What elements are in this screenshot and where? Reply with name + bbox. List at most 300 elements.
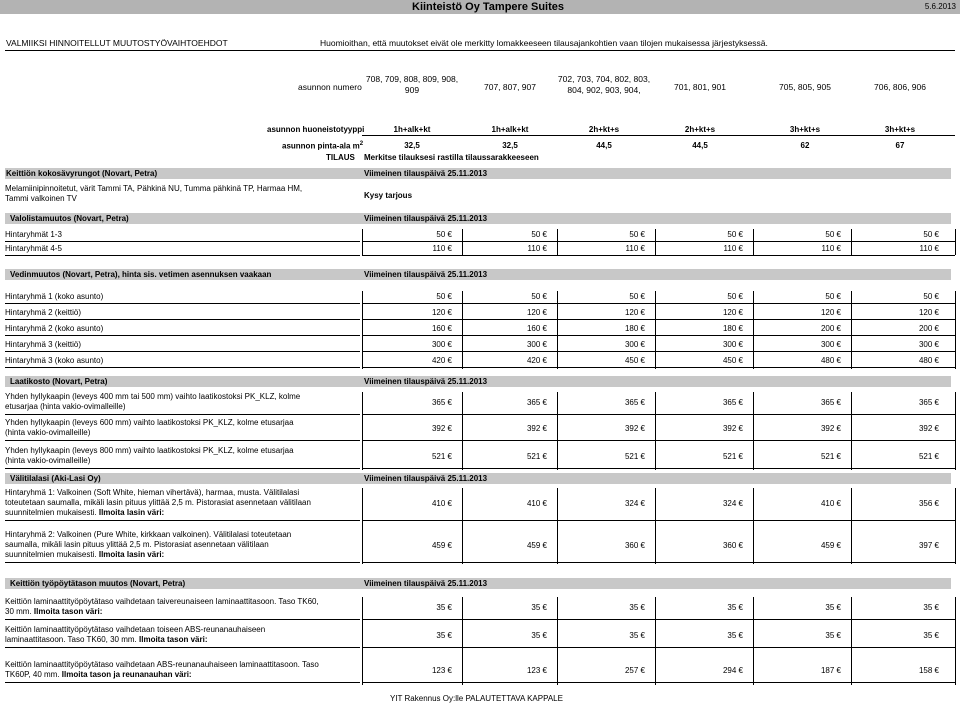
currency-symbol: € bbox=[738, 308, 743, 317]
banner-rule bbox=[5, 50, 955, 51]
row-rule bbox=[362, 520, 955, 521]
row-label bbox=[5, 488, 320, 518]
price-value: 459 bbox=[820, 541, 835, 550]
price-cell bbox=[673, 308, 743, 317]
order-checkbox[interactable] bbox=[941, 418, 950, 440]
row-label-text: Hintaryhmä 1: Valkoinen (Soft White, hieman vihertävä), harmaa, musta. Välitilalasi toteutetaan saumalla, mikäli lasin pituus ylittää 2,5 m. Pistorasiat asennetaan välitilaan suunnitelmien mukaisesti. bbox=[5, 488, 311, 517]
price-value: 110 bbox=[432, 244, 446, 253]
column-rule bbox=[462, 291, 463, 369]
row-rule bbox=[362, 351, 955, 352]
currency-symbol: € bbox=[447, 356, 452, 365]
currency-symbol: € bbox=[934, 424, 939, 433]
price-cell bbox=[382, 340, 452, 349]
currency-symbol: € bbox=[447, 324, 452, 333]
price-value: 521 bbox=[624, 452, 639, 461]
apartment-number-label: asunnon numero bbox=[298, 82, 362, 92]
apartment-type: 3h+kt+s bbox=[789, 125, 821, 134]
row-rule bbox=[5, 562, 360, 563]
order-checkbox[interactable] bbox=[941, 355, 950, 367]
price-cell bbox=[477, 292, 547, 301]
section-deadline: Viimeinen tilauspäivä 25.11.2013 bbox=[364, 270, 488, 279]
currency-symbol: € bbox=[447, 631, 452, 640]
currency-symbol: € bbox=[934, 230, 939, 239]
row-rule bbox=[362, 647, 955, 648]
price-cell bbox=[575, 541, 645, 550]
price-cell bbox=[477, 499, 547, 508]
section-deadline: Viimeinen tilauspäivä 25.11.2013 bbox=[364, 169, 488, 178]
price-cell bbox=[771, 424, 841, 433]
price-value: 450 bbox=[624, 356, 639, 365]
price-value: 35 bbox=[436, 603, 446, 612]
price-value: 521 bbox=[722, 452, 737, 461]
price-cell bbox=[382, 324, 452, 333]
price-value: 200 bbox=[820, 324, 835, 333]
order-label: TILAUS bbox=[326, 153, 355, 162]
price-cell bbox=[869, 292, 939, 301]
price-value: 50 bbox=[436, 292, 446, 301]
order-checkbox[interactable] bbox=[941, 339, 950, 351]
kokosavy-description: Melamiinipinnoitetut, värit Tammi TA, Pähkinä NU, Tumma pähkinä TP, Harmaa HM, Tammi valkoinen TV bbox=[5, 184, 303, 203]
column-rule bbox=[753, 392, 754, 470]
price-value: 365 bbox=[918, 398, 933, 407]
price-value: 365 bbox=[526, 398, 541, 407]
apartment-number-col: 702, 703, 704, 802, 803, 804, 902, 903, 904, bbox=[557, 74, 651, 95]
price-cell bbox=[575, 230, 645, 239]
price-value: 120 bbox=[722, 308, 737, 317]
price-cell bbox=[869, 603, 939, 612]
order-checkbox[interactable] bbox=[941, 291, 950, 303]
currency-symbol: € bbox=[934, 292, 939, 301]
section-title: Keittiön kokosävyrungot (Novart, Petra) bbox=[6, 169, 158, 178]
row-label-text: Hintaryhmä 2 (keittiö) bbox=[5, 308, 82, 317]
price-cell bbox=[673, 666, 743, 675]
currency-symbol: € bbox=[934, 398, 939, 407]
row-rule bbox=[362, 619, 955, 620]
currency-symbol: € bbox=[934, 499, 939, 508]
price-value: 110 bbox=[723, 244, 737, 253]
section-deadline: Viimeinen tilauspäivä 25.11.2013 bbox=[364, 377, 488, 386]
price-cell bbox=[869, 424, 939, 433]
section-title: Valolistamuutos (Novart, Petra) bbox=[10, 214, 129, 223]
price-cell bbox=[477, 424, 547, 433]
currency-symbol: € bbox=[738, 340, 743, 349]
price-cell bbox=[673, 324, 743, 333]
price-value: 120 bbox=[431, 308, 446, 317]
price-cell bbox=[382, 424, 452, 433]
column-rule bbox=[462, 392, 463, 470]
price-value: 35 bbox=[825, 631, 835, 640]
price-value: 392 bbox=[624, 424, 639, 433]
price-value: 35 bbox=[436, 631, 446, 640]
apartment-type: 2h+kt+s bbox=[588, 125, 620, 134]
price-cell bbox=[869, 356, 939, 365]
currency-symbol: € bbox=[738, 244, 743, 253]
price-value: 200 bbox=[918, 324, 933, 333]
price-value: 50 bbox=[825, 230, 835, 239]
price-cell bbox=[477, 244, 547, 253]
price-cell bbox=[382, 631, 452, 640]
currency-symbol: € bbox=[447, 499, 452, 508]
row-label-text: Hintaryhmät 1-3 bbox=[5, 230, 62, 239]
order-checkbox[interactable] bbox=[941, 307, 950, 319]
column-rule bbox=[462, 597, 463, 685]
order-checkbox[interactable] bbox=[941, 530, 950, 562]
order-checkbox[interactable] bbox=[941, 660, 950, 682]
row-label bbox=[5, 660, 323, 680]
price-cell bbox=[673, 603, 743, 612]
currency-symbol: € bbox=[640, 666, 645, 675]
currency-symbol: € bbox=[640, 499, 645, 508]
currency-symbol: € bbox=[640, 356, 645, 365]
price-cell bbox=[869, 308, 939, 317]
apartment-number-col: 706, 806, 906 bbox=[874, 82, 926, 92]
price-value: 459 bbox=[526, 541, 541, 550]
row-label-text: Keittiön laminaattityöpöytätaso vaihdetaan ABS-reunanauhaiseen laminaattitasoon. Taso TK60P, 40 mm. bbox=[5, 660, 319, 679]
row-label-emphasis: Ilmoita lasin väri: bbox=[98, 508, 165, 517]
price-value: 521 bbox=[431, 452, 446, 461]
price-value: 35 bbox=[629, 631, 639, 640]
row-label-text: Hintaryhmät 4-5 bbox=[5, 244, 62, 253]
order-checkbox[interactable] bbox=[941, 625, 950, 647]
price-cell bbox=[673, 541, 743, 550]
apartment-number-col: 707, 807, 907 bbox=[484, 82, 536, 92]
currency-symbol: € bbox=[738, 631, 743, 640]
price-cell bbox=[477, 398, 547, 407]
price-cell bbox=[382, 308, 452, 317]
apartment-number-col: 708, 709, 808, 809, 908, 909 bbox=[365, 74, 459, 95]
price-value: 120 bbox=[526, 308, 541, 317]
price-cell bbox=[477, 324, 547, 333]
row-label-emphasis: Ilmoita tason ja reunanauhan väri: bbox=[61, 670, 192, 679]
row-rule bbox=[5, 241, 360, 242]
document-title: Kiinteistö Oy Tampere Suites bbox=[412, 1, 565, 13]
row-rule bbox=[5, 647, 360, 648]
column-rule bbox=[955, 488, 956, 564]
price-cell bbox=[869, 452, 939, 461]
price-cell bbox=[771, 244, 841, 253]
row-rule bbox=[362, 255, 955, 256]
currency-symbol: € bbox=[447, 603, 452, 612]
currency-symbol: € bbox=[640, 452, 645, 461]
price-value: 50 bbox=[436, 230, 446, 239]
column-rule bbox=[753, 597, 754, 685]
price-cell bbox=[869, 230, 939, 239]
column-rule bbox=[655, 291, 656, 369]
apartment-type: 1h+alk+kt bbox=[491, 125, 529, 134]
price-value: 35 bbox=[923, 603, 933, 612]
currency-symbol: € bbox=[836, 603, 841, 612]
currency-symbol: € bbox=[640, 541, 645, 550]
price-value: 392 bbox=[526, 424, 541, 433]
price-value: 300 bbox=[820, 340, 835, 349]
currency-symbol: € bbox=[542, 424, 547, 433]
price-value: 110 bbox=[919, 244, 933, 253]
row-label bbox=[5, 340, 81, 349]
column-rule bbox=[955, 597, 956, 685]
price-cell bbox=[673, 398, 743, 407]
order-instruction: Merkitse tilauksesi rastilla tilaussarakkeeseen bbox=[364, 153, 539, 162]
price-cell bbox=[869, 541, 939, 550]
currency-symbol: € bbox=[640, 230, 645, 239]
apartment-area: 44,5 bbox=[692, 141, 708, 150]
price-value: 324 bbox=[624, 499, 639, 508]
price-value: 35 bbox=[923, 631, 933, 640]
price-cell bbox=[477, 541, 547, 550]
section-deadline: Viimeinen tilauspäivä 25.11.2013 bbox=[364, 579, 488, 588]
order-checkbox[interactable] bbox=[941, 323, 950, 335]
row-rule bbox=[362, 319, 955, 320]
currency-symbol: € bbox=[738, 452, 743, 461]
price-cell bbox=[382, 499, 452, 508]
price-value: 50 bbox=[531, 292, 541, 301]
price-value: 123 bbox=[431, 666, 446, 675]
currency-symbol: € bbox=[934, 244, 939, 253]
currency-symbol: € bbox=[738, 603, 743, 612]
price-cell bbox=[382, 398, 452, 407]
column-rule bbox=[655, 597, 656, 685]
currency-symbol: € bbox=[934, 356, 939, 365]
price-value: 521 bbox=[918, 452, 933, 461]
price-value: 158 bbox=[918, 666, 933, 675]
price-value: 324 bbox=[722, 499, 737, 508]
column-rule bbox=[851, 392, 852, 470]
currency-symbol: € bbox=[640, 308, 645, 317]
price-cell bbox=[382, 292, 452, 301]
column-rule bbox=[362, 597, 363, 685]
column-rule bbox=[955, 291, 956, 369]
price-cell bbox=[869, 499, 939, 508]
area-label-text: asunnon pinta-ala m bbox=[282, 141, 360, 151]
currency-symbol: € bbox=[542, 356, 547, 365]
row-rule bbox=[362, 682, 955, 683]
column-rule bbox=[955, 229, 956, 255]
price-cell bbox=[575, 499, 645, 508]
price-value: 160 bbox=[526, 324, 541, 333]
apartment-type: 3h+kt+s bbox=[884, 125, 916, 134]
currency-symbol: € bbox=[738, 230, 743, 239]
currency-symbol: € bbox=[640, 631, 645, 640]
currency-symbol: € bbox=[640, 398, 645, 407]
price-cell bbox=[575, 603, 645, 612]
price-value: 410 bbox=[431, 499, 446, 508]
currency-symbol: € bbox=[738, 541, 743, 550]
currency-symbol: € bbox=[447, 398, 452, 407]
row-label-text: Yhden hyllykaapin (leveys 800 mm) vaihto laatikostoksi PK_KLZ, kolme etusarjaa (hinta vakio-ovimalleille) bbox=[5, 446, 294, 465]
type-row-rule bbox=[362, 135, 955, 136]
price-cell bbox=[575, 666, 645, 675]
currency-symbol: € bbox=[836, 452, 841, 461]
price-value: 300 bbox=[624, 340, 639, 349]
price-cell bbox=[673, 499, 743, 508]
currency-symbol: € bbox=[738, 324, 743, 333]
currency-symbol: € bbox=[836, 499, 841, 508]
price-cell bbox=[575, 324, 645, 333]
currency-symbol: € bbox=[542, 603, 547, 612]
column-rule bbox=[362, 291, 363, 369]
apartment-number-col: 701, 801, 901 bbox=[674, 82, 726, 92]
apartment-type-label: asunnon huoneistotyyppi bbox=[267, 125, 365, 134]
column-rule bbox=[753, 488, 754, 564]
row-rule bbox=[362, 241, 955, 242]
price-value: 180 bbox=[624, 324, 639, 333]
row-rule bbox=[362, 303, 955, 304]
currency-symbol: € bbox=[542, 631, 547, 640]
price-value: 50 bbox=[923, 292, 933, 301]
area-label bbox=[282, 141, 363, 151]
price-value: 365 bbox=[820, 398, 835, 407]
currency-symbol: € bbox=[542, 244, 547, 253]
currency-symbol: € bbox=[836, 424, 841, 433]
currency-symbol: € bbox=[836, 308, 841, 317]
row-rule bbox=[5, 619, 360, 620]
price-cell bbox=[869, 244, 939, 253]
currency-symbol: € bbox=[738, 356, 743, 365]
price-value: 392 bbox=[918, 424, 933, 433]
price-value: 480 bbox=[918, 356, 933, 365]
column-rule bbox=[655, 488, 656, 564]
price-value: 257 bbox=[624, 666, 639, 675]
price-value: 365 bbox=[431, 398, 446, 407]
currency-symbol: € bbox=[447, 666, 452, 675]
price-value: 392 bbox=[820, 424, 835, 433]
row-rule bbox=[362, 562, 955, 563]
price-value: 300 bbox=[431, 340, 446, 349]
currency-symbol: € bbox=[542, 308, 547, 317]
currency-symbol: € bbox=[447, 292, 452, 301]
currency-symbol: € bbox=[934, 340, 939, 349]
order-checkbox[interactable] bbox=[941, 392, 950, 414]
currency-symbol: € bbox=[934, 541, 939, 550]
row-label-text: Hintaryhmä 2: Valkoinen (Pure White, kirkkaan valkoinen). Välitilalasi toteutetaan saumalla, mikäli lasin pituus ylittää 2,5 m. Pistorasiat asennetaan välitilaan suunnitelmien mukaisesti. bbox=[5, 530, 292, 559]
order-checkbox[interactable] bbox=[941, 243, 950, 255]
price-value: 360 bbox=[624, 541, 639, 550]
row-label-emphasis: Ilmoita lasin väri: bbox=[98, 550, 165, 559]
column-rule bbox=[851, 488, 852, 564]
price-value: 410 bbox=[526, 499, 541, 508]
row-label-text: Hintaryhmä 1 (koko asunto) bbox=[5, 292, 104, 301]
currency-symbol: € bbox=[447, 424, 452, 433]
order-checkbox[interactable] bbox=[941, 488, 950, 520]
currency-symbol: € bbox=[640, 244, 645, 253]
price-cell bbox=[575, 308, 645, 317]
currency-symbol: € bbox=[836, 324, 841, 333]
price-value: 50 bbox=[727, 292, 737, 301]
price-value: 120 bbox=[820, 308, 835, 317]
section-title: Välitilalasi (Aki-Lasi Oy) bbox=[10, 474, 101, 483]
row-label bbox=[5, 230, 62, 239]
price-cell bbox=[869, 631, 939, 640]
price-cell bbox=[575, 398, 645, 407]
row-rule bbox=[5, 468, 360, 469]
row-label-emphasis: Ilmoita tason väri: bbox=[33, 607, 103, 616]
price-cell bbox=[382, 452, 452, 461]
currency-symbol: € bbox=[738, 398, 743, 407]
price-cell bbox=[869, 324, 939, 333]
price-cell bbox=[477, 452, 547, 461]
apartment-area: 44,5 bbox=[596, 141, 612, 150]
currency-symbol: € bbox=[738, 292, 743, 301]
row-label bbox=[5, 418, 305, 438]
column-rule bbox=[557, 291, 558, 369]
price-cell bbox=[382, 356, 452, 365]
column-rule bbox=[557, 488, 558, 564]
apartment-area: 32,5 bbox=[502, 141, 518, 150]
currency-symbol: € bbox=[542, 340, 547, 349]
order-checkbox[interactable] bbox=[941, 446, 950, 468]
currency-symbol: € bbox=[447, 244, 452, 253]
price-value: 480 bbox=[820, 356, 835, 365]
area-label-sup: 2 bbox=[359, 141, 364, 147]
column-rule bbox=[557, 392, 558, 470]
currency-symbol: € bbox=[836, 631, 841, 640]
price-cell bbox=[673, 292, 743, 301]
currency-symbol: € bbox=[934, 603, 939, 612]
column-rule bbox=[655, 229, 656, 255]
document-date: 5.6.2013 bbox=[924, 2, 956, 11]
price-cell bbox=[771, 308, 841, 317]
row-label bbox=[5, 292, 103, 301]
row-rule bbox=[5, 414, 360, 415]
price-value: 110 bbox=[625, 244, 639, 253]
order-checkbox[interactable] bbox=[941, 229, 950, 241]
currency-symbol: € bbox=[836, 244, 841, 253]
row-label bbox=[5, 308, 81, 317]
price-cell bbox=[771, 631, 841, 640]
row-label bbox=[5, 597, 323, 617]
price-value: 50 bbox=[629, 292, 639, 301]
price-value: 35 bbox=[727, 603, 737, 612]
price-value: 420 bbox=[526, 356, 541, 365]
row-rule bbox=[5, 303, 360, 304]
price-cell bbox=[673, 230, 743, 239]
price-cell bbox=[869, 340, 939, 349]
row-rule bbox=[5, 319, 360, 320]
order-checkbox[interactable] bbox=[941, 597, 950, 619]
section-title: Keittiön työpöytätason muutos (Novart, Petra) bbox=[10, 579, 186, 588]
price-cell bbox=[771, 603, 841, 612]
footer-note: YIT Rakennus Oy:lle PALAUTETTAVA KAPPALE bbox=[390, 694, 563, 703]
currency-symbol: € bbox=[934, 324, 939, 333]
column-rule bbox=[753, 229, 754, 255]
price-value: 450 bbox=[722, 356, 737, 365]
price-value: 294 bbox=[722, 666, 737, 675]
apartment-area: 62 bbox=[800, 141, 810, 150]
currency-symbol: € bbox=[542, 230, 547, 239]
price-value: 110 bbox=[821, 244, 835, 253]
price-value: 392 bbox=[431, 424, 446, 433]
row-label bbox=[5, 392, 305, 412]
row-rule bbox=[362, 335, 955, 336]
price-value: 50 bbox=[531, 230, 541, 239]
price-cell bbox=[382, 230, 452, 239]
price-cell bbox=[477, 631, 547, 640]
apartment-number-col: 705, 805, 905 bbox=[779, 82, 831, 92]
row-label-text: Yhden hyllykaapin (leveys 400 mm tai 500 mm) vaihto laatikostoksi PK_KLZ, kolme etusarjaa (hinta vakio-ovimalleille) bbox=[5, 392, 301, 411]
currency-symbol: € bbox=[738, 666, 743, 675]
currency-symbol: € bbox=[934, 452, 939, 461]
row-rule bbox=[362, 367, 955, 368]
price-value: 120 bbox=[624, 308, 639, 317]
price-cell bbox=[477, 308, 547, 317]
column-rule bbox=[362, 229, 363, 255]
apartment-type: 2h+kt+s bbox=[684, 125, 716, 134]
section-deadline: Viimeinen tilauspäivä 25.11.2013 bbox=[364, 474, 488, 483]
price-value: 160 bbox=[431, 324, 446, 333]
price-value: 360 bbox=[722, 541, 737, 550]
price-value: 50 bbox=[727, 230, 737, 239]
column-rule bbox=[557, 229, 558, 255]
price-value: 356 bbox=[918, 499, 933, 508]
